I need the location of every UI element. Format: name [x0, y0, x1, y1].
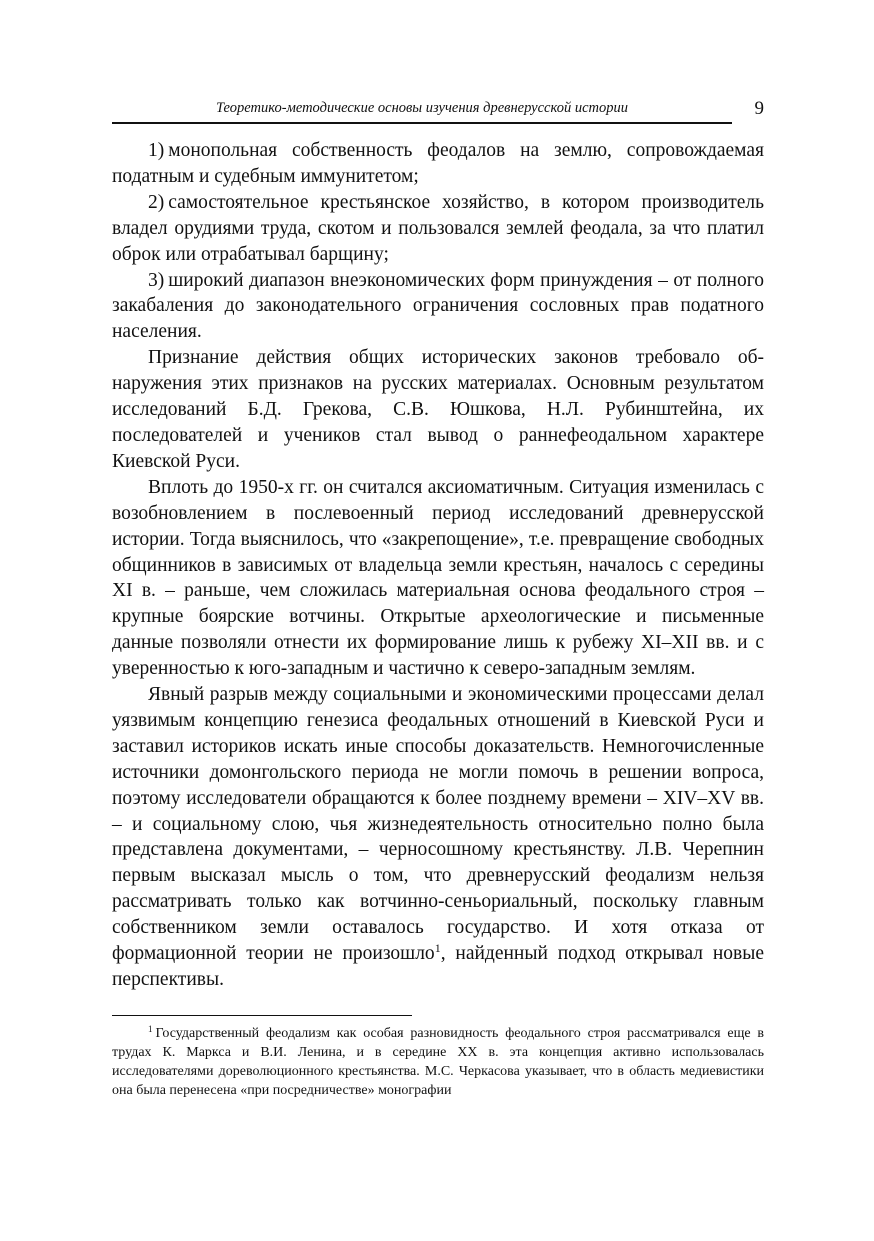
book-page	[112, 96, 764, 1100]
paragraph	[112, 682, 764, 993]
list-number: 3)	[148, 269, 165, 291]
paragraph: Вплоть до 1950-х гг. он считался аксиоматичным. Ситуация изменилась с возобновлением в послевоенный период исследований древнерусской истории. Тогда выяснилось, что «закрепощение», т.е. превращение свободных общинников в зависимых от владельца земли крестьян, началось с середины XI в. – раньше, чем сложилась материальная основа феодального строя – крупные боярские вотчины. Открытые археологические и письменные данные позволяли отнести их формирование лишь к рубежу XI–XII вв. и с уверенностью к юго-западным и частично к северо-западным землям.	[112, 476, 764, 680]
list-number: 2)	[148, 191, 165, 213]
footnote-text: Государственный феодализм как особая разновидность феодального строя рассматривался еще в трудах К. Маркса и В.И. Ленина, и в середине XX в. эта концепция активно использовалась исследователями дореволюционного крестьянства. М.С. Черкасова указывает, что в область медиевистики она была перенесена «при посредничестве» монографии	[112, 1025, 764, 1098]
page-number: 9	[754, 98, 764, 119]
footnote-reference[interactable]: 1	[434, 941, 441, 956]
footnote	[112, 1024, 764, 1100]
paragraph-text-continued: , найденный подход открывал новые перспективы.	[112, 943, 765, 990]
list-item-text: монопольная собственность феодалов на землю, сопровождаемая податным и судебным иммунитетом;	[112, 140, 764, 187]
footnote-marker: 1	[148, 1023, 153, 1034]
body-text	[112, 138, 764, 993]
list-number: 1)	[148, 140, 165, 161]
list-item-text: самостоятельное крестьянское хозяйство, в котором производитель владел орудиями труда, скотом и пользовался землей феодала, за что платил оброк или отрабатывал барщину;	[112, 191, 764, 265]
list-item	[112, 190, 764, 268]
running-title: Теоретико-методические основы изучения древнерусской истории	[216, 100, 628, 116]
footnote-separator	[112, 1015, 412, 1016]
paragraph: Признание действия общих исторических законов требовало обнаружения этих признаков на русских материалах. Основным результатом исследований Б.Д. Грекова, С.В. Юшкова, Н.Л. Рубинштейна, их последователей и учеников стал вывод о раннефеодальном характере Киевской Руси.	[112, 347, 764, 472]
list-item-text: широкий диапазон внеэкономических форм принуждения – от полного закабаления до законодательного ограничения сословных прав податного населения.	[112, 269, 764, 343]
paragraph-text: Явный разрыв между социальными и экономическими процессами делал уязвимым концепцию генезиса феодальных отношений в Киевской Руси и заставил историков искать иные способы доказательств. Немногочисленные источники домонгольского периода не могли помочь в решении вопроса, поэтому исследователи обращаются к более позднему времени – XIV–XV вв. – и социальному слою, чья жизнедеятельность относительно полно была представлена документами, – черносошному крестьянству. Л.В. Черепнин первым высказал мысль о том, что древнерусский феодализм нельзя рассматривать только как вотчинно-сеньориальный, поскольку главным собственником земли оставалось государство. И хотя отказа от формационной теории не произошло	[112, 684, 764, 965]
list-item	[112, 138, 764, 190]
header-rule	[112, 122, 732, 124]
running-header	[112, 96, 764, 124]
list-item	[112, 268, 764, 346]
